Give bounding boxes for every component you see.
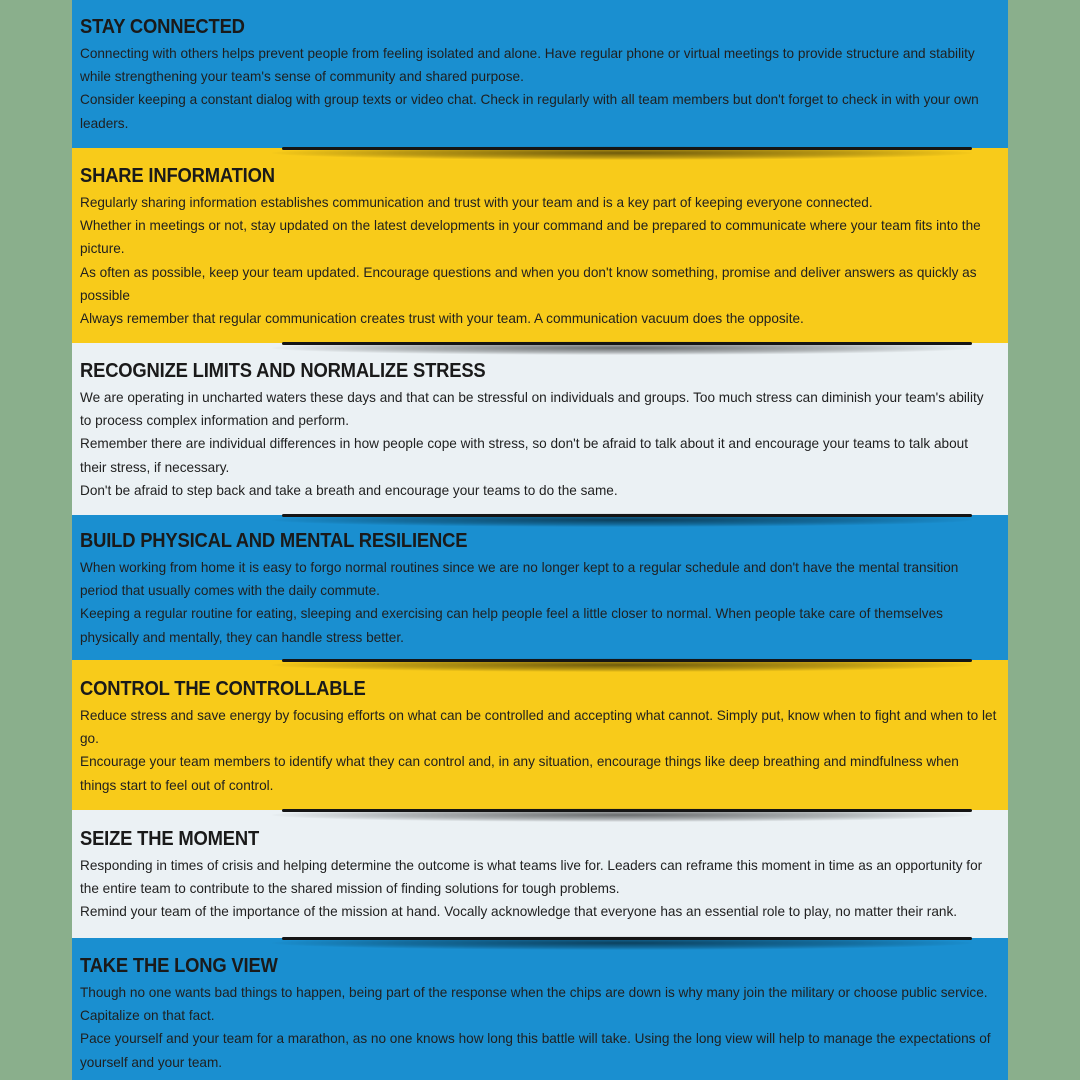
- section-paragraph: Pace yourself and your team for a marathon, as no one knows how long this battle will take. Using the long view will help to manage the expectations of yourself and your team.: [80, 1031, 991, 1070]
- section-seize-the-moment: [72, 810, 1008, 938]
- section-divider-line: [282, 147, 972, 150]
- section-paragraph: Keeping a regular routine for eating, sleeping and exercising can help people feel a little closer to normal. When people take care of themselves physically and mentally, they can handle stress better.: [80, 606, 943, 645]
- section-take-the-long-view: [72, 938, 1008, 1080]
- section-recognize-limits: [72, 343, 1008, 515]
- section-divider-line: [282, 809, 972, 812]
- section-paragraph: Reduce stress and save energy by focusing efforts on what can be controlled and accepting what cannot. Simply put, know when to fight and when to let go.: [80, 708, 997, 747]
- section-divider-line: [282, 514, 972, 517]
- section-divider-line: [282, 937, 972, 940]
- section-divider-line: [282, 659, 972, 662]
- section-paragraph: As often as possible, keep your team updated. Encourage questions and when you don't know something, promise and deliver answers as quickly as possible: [80, 264, 977, 303]
- section-paragraph: Connecting with others helps prevent people from feeling isolated and alone. Have regular phone or virtual meetings to provide structure and stability while strengthening your team's sense of community and shared purpose.: [80, 46, 975, 85]
- section-paragraph: Whether in meetings or not, stay updated on the latest developments in your command and be prepared to communicate where your team fits into the picture.: [80, 218, 981, 257]
- section-paragraph: Consider keeping a constant dialog with group texts or video chat. Check in regularly with all team members but don't forget to check in with your own leaders.: [80, 92, 979, 131]
- infographic: [72, 0, 1008, 1080]
- section-heading: STAY CONNECTED: [80, 16, 245, 38]
- section-paragraph: Though no one wants bad things to happen, being part of the response when the chips are down is why many join the military or choose public service. Capitalize on that fact.: [80, 985, 988, 1024]
- section-control-the-controllable: [72, 660, 1008, 810]
- section-paragraph: Encourage your team members to identify what they can control and, in any situation, encourage things like deep breathing and mindfulness when things start to feel out of control.: [80, 754, 959, 793]
- section-heading: RECOGNIZE LIMITS AND NORMALIZE STRESS: [80, 360, 486, 382]
- section-heading: TAKE THE LONG VIEW: [80, 955, 278, 977]
- section-share-information: [72, 148, 1008, 343]
- section-stay-connected: [72, 0, 1008, 148]
- section-paragraph: When working from home it is easy to forgo normal routines since we are no longer kept to a regular schedule and don't have the mental transition period that usually comes with the daily commute.: [80, 560, 959, 599]
- section-paragraph: Always remember that regular communication creates trust with your team. A communication vacuum does the opposite.: [80, 311, 804, 327]
- section-heading: CONTROL THE CONTROLLABLE: [80, 678, 366, 700]
- section-divider-line: [282, 342, 972, 345]
- section-paragraph: Responding in times of crisis and helping determine the outcome is what teams live for. Leaders can reframe this moment in time as an opportunity for the entire team to contribute to the shared mission of finding solutions for tough problems.: [80, 858, 983, 897]
- section-paragraph: Regularly sharing information establishes communication and trust with your team and is a key part of keeping everyone connected.: [80, 195, 873, 210]
- section-paragraph: Remember there are individual differences in how people cope with stress, so don't be afraid to talk about it and encourage your teams to talk about their stress, if necessary.: [80, 436, 968, 475]
- section-heading: SEIZE THE MOMENT: [80, 828, 260, 850]
- section-paragraph: Remind your team of the importance of the mission at hand. Vocally acknowledge that everyone has an essential role to play, no matter their rank.: [80, 904, 958, 920]
- section-heading: BUILD PHYSICAL AND MENTAL RESILIENCE: [80, 530, 468, 552]
- section-build-resilience: [72, 515, 1008, 660]
- section-paragraph: Don't be afraid to step back and take a breath and encourage your teams to do the same.: [80, 482, 618, 498]
- section-heading: SHARE INFORMATION: [80, 165, 275, 187]
- section-paragraph: We are operating in uncharted waters these days and that can be stressful on individuals and groups. Too much stress can diminish your team's ability to process complex information and perform.: [80, 390, 984, 429]
